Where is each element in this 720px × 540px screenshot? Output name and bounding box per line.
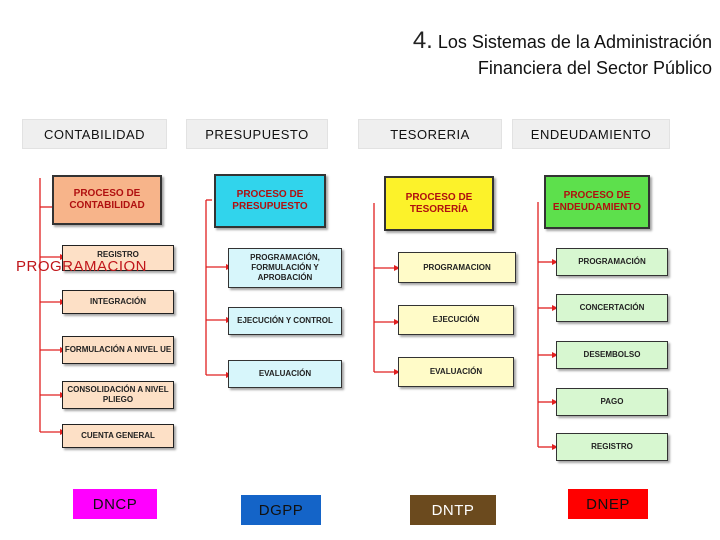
endeudamiento-registro-box: REGISTRO (556, 433, 668, 461)
proceso-endeudamiento-box: PROCESO DE ENDEUDAMIENTO (544, 175, 650, 229)
contabilidad-formulacion-box: FORMULACIÓN A NIVEL UE (62, 336, 174, 364)
title-number: 4. (412, 27, 433, 54)
proceso-contabilidad-box: PROCESO DE CONTABILIDAD (52, 175, 162, 225)
tesoreria-evaluacion-box: EVALUACIÓN (398, 357, 514, 387)
header-tesoreria: TESORERIA (358, 119, 502, 149)
endeudamiento-pago-box: PAGO (556, 388, 668, 416)
agency-dntp-label: DNTP (410, 495, 496, 525)
contabilidad-consolidacion-box: CONSOLIDACIÓN A NIVEL PLIEGO (62, 381, 174, 409)
presupuesto-evaluacion-box: EVALUACIÓN (228, 360, 342, 388)
title-line2: Financiera del Sector Público (477, 58, 712, 78)
agency-dnep-label: DNEP (568, 489, 648, 519)
title-line1: Los Sistemas de la Administración (437, 32, 712, 52)
contabilidad-registro-box: REGISTRO (62, 245, 174, 271)
endeudamiento-desembolso-box: DESEMBOLSO (556, 341, 668, 369)
header-endeudamiento: ENDEUDAMIENTO (512, 119, 670, 149)
endeudamiento-concertacion-box: CONCERTACIÓN (556, 294, 668, 322)
contabilidad-integracion-box: INTEGRACIÓN (62, 290, 174, 314)
proceso-tesoreria-box: PROCESO DE TESORERÍA (384, 176, 494, 231)
presupuesto-ejecucion-box: EJECUCIÓN Y CONTROL (228, 307, 342, 335)
presupuesto-programacion-box: PROGRAMACIÓN, FORMULACIÓN Y APROBACIÓN (228, 248, 342, 288)
contabilidad-cuenta-general-box: CUENTA GENERAL (62, 424, 174, 448)
tesoreria-programacion-box: PROGRAMACION (398, 252, 516, 283)
proceso-presupuesto-box: PROCESO DE PRESUPUESTO (214, 174, 326, 228)
header-contabilidad: CONTABILIDAD (22, 119, 167, 149)
agency-dncp-label: DNCP (73, 489, 157, 519)
agency-dgpp-label: DGPP (241, 495, 321, 525)
programacion-overlay-label: PROGRAMACION (16, 258, 148, 275)
header-presupuesto: PRESUPUESTO (186, 119, 328, 149)
endeudamiento-programacion-box: PROGRAMACIÓN (556, 248, 668, 276)
tesoreria-ejecucion-box: EJECUCIÓN (398, 305, 514, 335)
